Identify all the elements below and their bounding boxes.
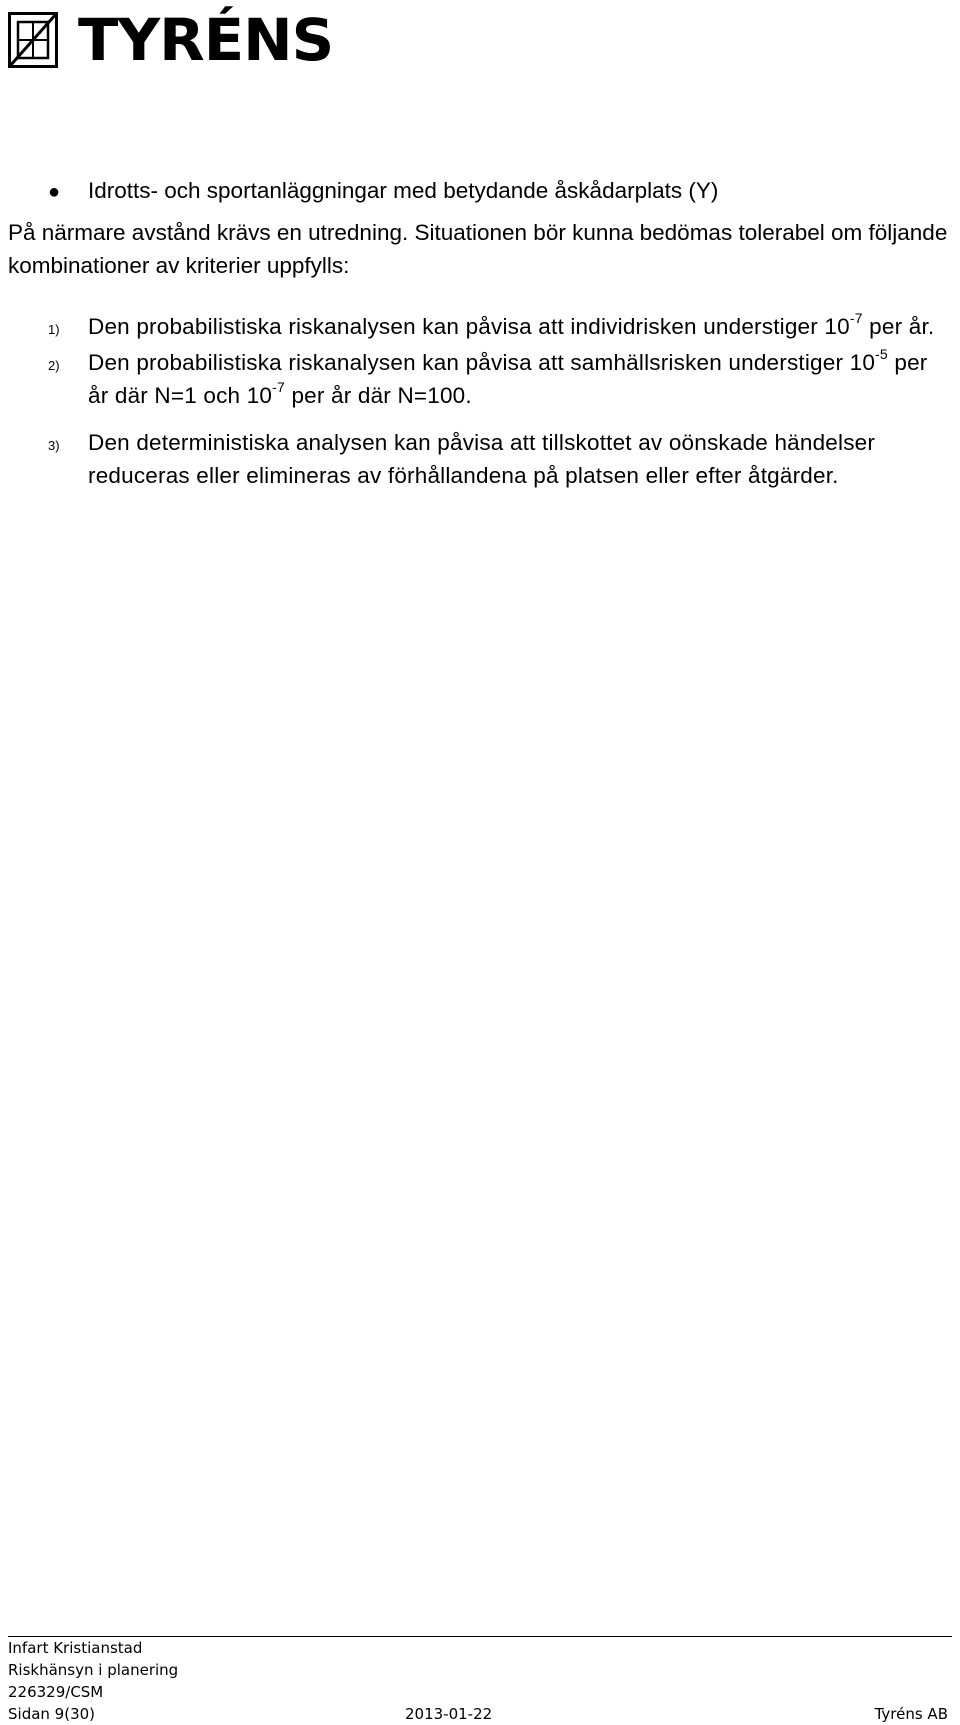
document-body xyxy=(8,178,952,492)
exponent: -7 xyxy=(849,310,863,326)
criteria-text-part: Den probabilistiska riskanalysen kan påvisa att samhällsrisken understiger 10 xyxy=(88,350,876,375)
criteria-item xyxy=(8,310,952,346)
company-logo xyxy=(8,6,334,74)
criteria-text xyxy=(88,310,952,343)
page-footer xyxy=(8,1636,952,1725)
intro-paragraph: På närmare avstånd krävs en utredning. Situationen bör kunna bedömas tolerabel om följande kombinationer av kriterier uppfylls: xyxy=(8,220,948,278)
exponent: -7 xyxy=(272,379,285,395)
tyrens-logo-icon xyxy=(8,12,58,68)
footer-company: Tyréns AB xyxy=(874,1705,948,1723)
footer-reference: 226329/CSM xyxy=(8,1683,104,1701)
criteria-text-part: Den probabilistiska riskanalysen kan påvisa att individrisken understiger 10 xyxy=(88,314,850,339)
footer-subject: Riskhänsyn i planering xyxy=(8,1661,179,1679)
footer-date: 2013-01-22 xyxy=(405,1705,493,1723)
criteria-list xyxy=(8,310,952,492)
criteria-text-part: per år. xyxy=(862,314,935,339)
criteria-item xyxy=(8,346,952,412)
footer-project: Infart Kristianstad xyxy=(8,1639,143,1657)
criteria-text-part: per år där N=1 och 10 xyxy=(88,350,928,408)
criteria-number: 1) xyxy=(48,322,60,337)
criteria-item xyxy=(8,426,952,492)
logo-wordmark: TYRÉNS xyxy=(78,6,334,74)
criteria-number: 2) xyxy=(48,358,60,373)
footer-meta-row xyxy=(8,1703,952,1725)
criteria-text xyxy=(88,346,952,412)
exponent: -5 xyxy=(875,346,888,362)
footer-page-number: Sidan 9(30) xyxy=(8,1705,96,1723)
criteria-text-part: per år där N=100. xyxy=(285,383,472,408)
bullet-item xyxy=(8,174,952,207)
bullet-text: Idrotts- och sportanläggningar med betydande åskådarplats (Y) xyxy=(88,178,719,203)
bullet-icon: ● xyxy=(48,181,61,203)
criteria-number: 3) xyxy=(48,438,60,453)
criteria-text: Den deterministiska analysen kan påvisa att tillskottet av oönskade händelser reduceras eller elimineras av förhållandena på platsen eller efter åtgärder. xyxy=(88,430,876,488)
